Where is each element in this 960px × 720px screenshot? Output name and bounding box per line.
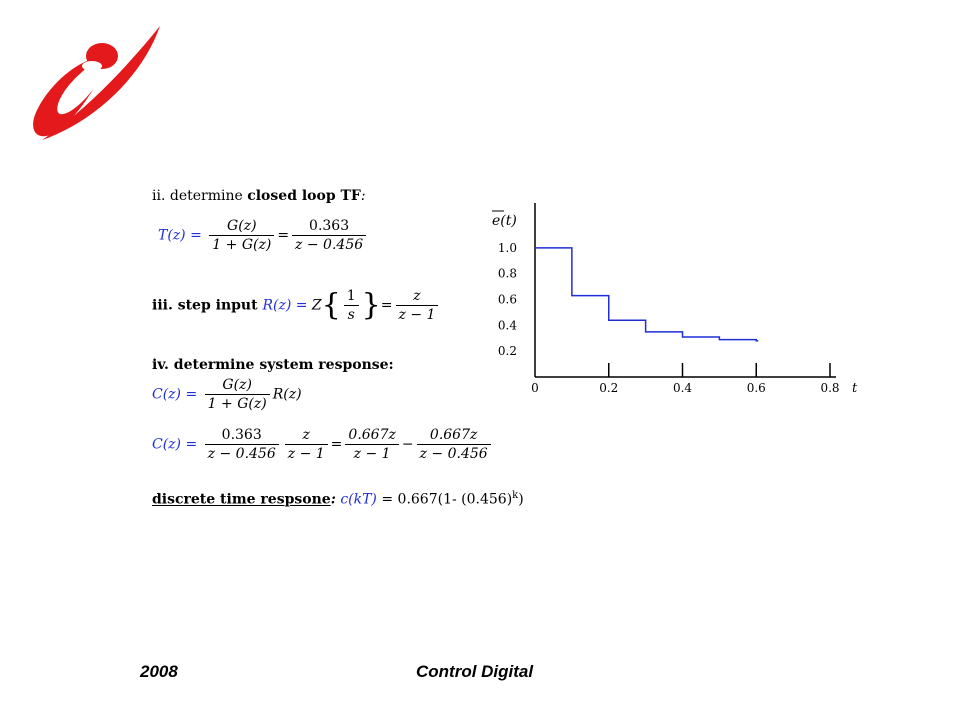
step2-frac1: $\frac{G(z)}{1 + G(z)}$ [209, 218, 274, 253]
discrete-response: discrete time respsone: c(kT) = 0.667(1- $(0.456)^k$) [152, 490, 524, 508]
step2-heading [152, 188, 366, 204]
x-tick-label: 0.2 [599, 381, 619, 395]
x-axis-label: t [852, 381, 858, 396]
footer-title: Control Digital [416, 662, 534, 681]
step-series-line [535, 248, 758, 341]
x-tick-label: 0.4 [672, 381, 693, 395]
step2-lhs: T(z) = [158, 227, 202, 244]
step3-frac1: $\frac{1}{s}$ [344, 288, 359, 323]
footer-year: 2008 [140, 662, 178, 681]
x-tick-label: 0.8 [820, 381, 840, 395]
y-tick-label: 0.4 [497, 318, 517, 333]
x-tick-label: 0 [531, 381, 539, 395]
logo-stem [33, 60, 94, 136]
step3-label: iii. step input [152, 297, 263, 314]
step-response-chart [480, 195, 880, 400]
x-tick-label: 0.6 [746, 381, 766, 395]
step3-lhs: R(z) = [262, 297, 308, 314]
step2-bold: closed loop TF [247, 188, 361, 204]
step2-prefix: ii. determine [152, 188, 248, 204]
y-axis-label: e(t) [492, 213, 517, 229]
y-tick-label: 0.8 [497, 266, 517, 281]
step4-line2: C(z) = $\frac{0.363}{z - 0.456}$ $\frac{z}{z - 1}$ = $\frac{0.667z}{z - 1}$ − $\frac{0.667z}{z - 0.456}$ [152, 427, 494, 462]
y-tick-label: 1.0 [497, 240, 517, 255]
logo-dot-highlight [82, 61, 102, 71]
i-logo-icon [22, 18, 167, 148]
step2-suffix: : [360, 188, 366, 204]
step3-equation: iii. step input R(z) = Z{ $\frac{1}{s}$ }= $\frac{z}{z - 1}$ [152, 288, 441, 323]
step4-heading: iv. determine system response: [152, 357, 394, 373]
y-tick-label: 0.2 [497, 344, 517, 359]
step3-frac2: $\frac{z}{z - 1}$ [396, 288, 439, 323]
step2-frac2: $\frac{0.363}{z - 0.456}$ [292, 218, 366, 253]
step2-equation: T(z) = $\frac{G(z)}{1 + G(z)}$ = $\frac{0.363}{z - 0.456}$ [158, 218, 369, 253]
step4-line1: C(z) = $\frac{G(z)}{1 + G(z)}$ R(z) [152, 377, 302, 413]
y-tick-label: 0.6 [497, 292, 517, 307]
